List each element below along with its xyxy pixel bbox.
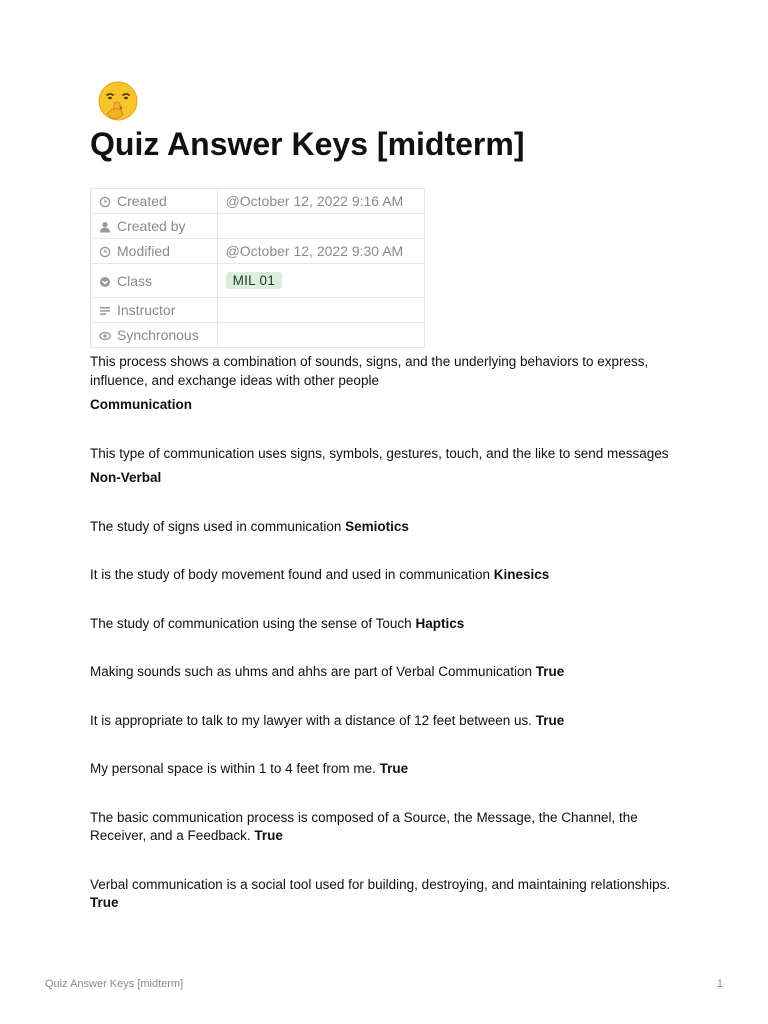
property-value-created[interactable]: @October 12, 2022 9:16 AM xyxy=(217,189,424,214)
question-text: The basic communication process is composed of a Source, the Message, the Channel, the Receiver, and a Feedback. xyxy=(90,809,638,843)
question-10 xyxy=(90,876,690,913)
property-value-instructor[interactable] xyxy=(217,298,424,323)
answer-1 xyxy=(90,396,690,415)
question-6 xyxy=(90,663,690,682)
property-key-class xyxy=(91,264,218,298)
footer-title: Quiz Answer Keys [midterm] xyxy=(45,978,184,990)
answer-text: Haptics xyxy=(415,615,465,631)
answer-text: Semiotics xyxy=(345,518,409,534)
question-4 xyxy=(90,566,690,585)
answer-2 xyxy=(90,469,690,488)
formula-icon xyxy=(99,329,111,341)
property-value-synchronous[interactable] xyxy=(217,323,424,348)
shushing-face-emoji-icon xyxy=(91,80,145,122)
property-label: Created xyxy=(117,193,167,209)
question-text: It is the study of body movement found and used in communication xyxy=(90,567,490,582)
question-7 xyxy=(90,712,690,731)
property-label: Created by xyxy=(117,218,186,234)
property-row-modified xyxy=(91,239,425,264)
page-content xyxy=(90,353,690,913)
property-row-created xyxy=(91,189,425,214)
clock-icon xyxy=(99,245,111,257)
question-text: Verbal communication is a social tool used for building, destroying, and maintaining relationships. xyxy=(90,876,671,892)
question-text: The study of signs used in communication xyxy=(90,518,342,534)
property-row-instructor xyxy=(91,298,425,323)
text-lines-icon xyxy=(99,304,111,316)
property-key-synchronous xyxy=(91,323,218,348)
property-label: Class xyxy=(117,272,153,289)
page-number: 1 xyxy=(716,978,723,990)
page-title: Quiz Answer Keys [midterm] xyxy=(90,126,525,162)
question-text: Making sounds such as uhms and ahhs are part of Verbal Communication xyxy=(90,664,532,679)
question-text: The study of communication using the sense of Touch xyxy=(90,615,412,631)
class-tag[interactable]: MIL 01 xyxy=(226,272,283,289)
property-value-class[interactable] xyxy=(217,264,424,298)
answer-text: True xyxy=(254,828,283,843)
property-label: Instructor xyxy=(117,302,176,318)
property-row-synchronous xyxy=(91,323,425,348)
property-row-created-by xyxy=(91,214,425,239)
property-label: Synchronous xyxy=(117,327,199,343)
property-key-created-by xyxy=(91,214,218,239)
question-2: This type of communication uses signs, symbols, gestures, touch, and the like to send messages xyxy=(90,445,669,461)
question-3 xyxy=(90,518,690,537)
select-icon xyxy=(99,275,111,287)
question-text: My personal space is within 1 to 4 feet from me. xyxy=(90,761,376,776)
property-value-modified[interactable]: @October 12, 2022 9:30 AM xyxy=(217,239,424,264)
property-key-created xyxy=(91,189,218,214)
question-9 xyxy=(90,809,690,846)
properties-table xyxy=(90,188,425,348)
answer-text: True xyxy=(379,761,409,776)
question-text: It is appropriate to talk to my lawyer with a distance of 12 feet between us. xyxy=(90,712,532,728)
answer-text: True xyxy=(535,712,565,728)
property-label: Modified xyxy=(117,243,170,259)
answer-text: True xyxy=(90,895,119,910)
property-key-modified xyxy=(91,239,218,264)
question-1: This process shows a combination of sounds, signs, and the underlying behaviors to express, influence, and exchange ideas with other people xyxy=(90,354,649,388)
answer-text: True xyxy=(535,664,565,679)
answer-text: Non-Verbal xyxy=(90,470,162,485)
person-icon xyxy=(99,220,111,232)
answer-text: Kinesics xyxy=(493,567,550,582)
clock-icon xyxy=(99,195,111,207)
property-key-instructor xyxy=(91,298,218,323)
question-8 xyxy=(90,760,690,779)
question-5 xyxy=(90,615,690,634)
property-row-class xyxy=(91,264,425,298)
answer-text: Communication xyxy=(90,397,193,412)
property-value-created-by[interactable] xyxy=(217,214,424,239)
